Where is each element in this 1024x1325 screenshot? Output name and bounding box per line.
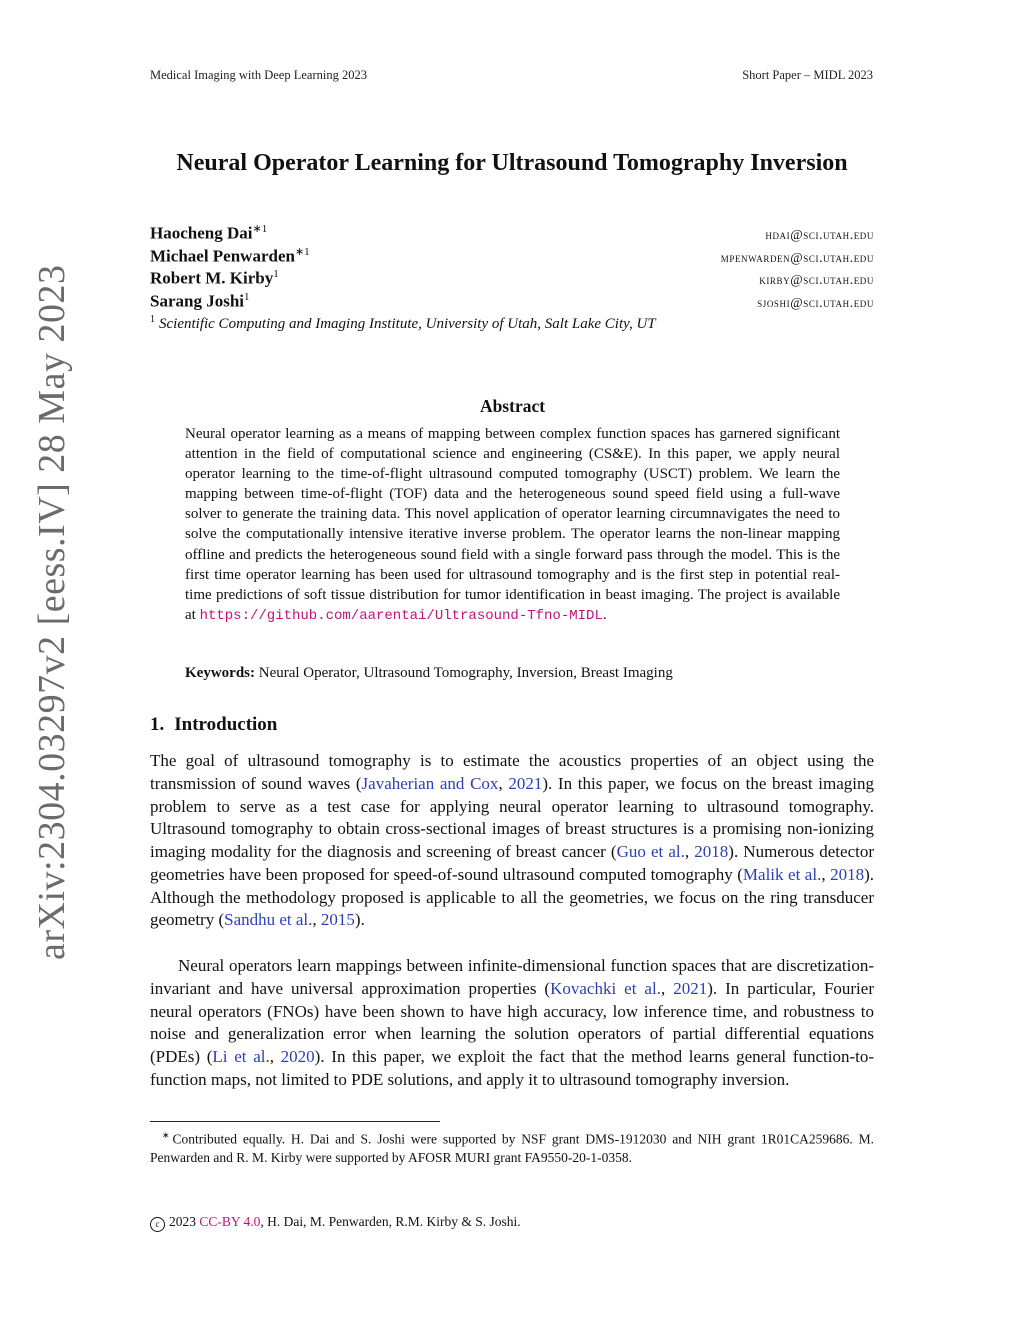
citation-link[interactable]: Malik et al. [742, 864, 822, 884]
author-email[interactable]: hdai@sci.utah.edu [765, 226, 874, 242]
author-name: Robert M. Kirby$^1$ [150, 268, 279, 288]
author-name: Michael Penwarden$^{∗1}$ [150, 246, 310, 266]
citation-year-link[interactable]: 2018 [830, 864, 865, 884]
author-row [150, 222, 874, 245]
citation-year-link[interactable]: 2021 [508, 773, 543, 793]
citation-year-link[interactable]: 2015 [320, 910, 355, 930]
author-row [150, 245, 874, 268]
license-link[interactable]: CC-BY 4.0 [199, 1214, 261, 1229]
keywords: Keywords: Neural Operator, Ultrasound Tomography, Inversion, Breast Imaging [185, 665, 673, 681]
citation-year-link[interactable]: 2018 [694, 842, 729, 861]
github-link[interactable]: https://github.com/aarentai/Ultrasound-Tfno-MIDL [199, 607, 603, 624]
author-email[interactable]: mpenwarden@sci.utah.edu [720, 249, 874, 265]
author-row [150, 268, 874, 291]
citation-link[interactable]: Javaherian and Cox [361, 773, 499, 793]
intro-paragraph-2: Neural operators learn mappings between infinite-dimensional function spaces that are discretization-invariant and have universal approximation properties (Kovachki et al., 2021). In particular, Fourier neural operators (FNOs) have been shown to have high accuracy, low inference time, and robustness to noise and generalization error when learning the solution operators of partial differential equations (PDEs) (Li et al., 2020). In this paper, we exploit the fact that the method learns general function-to-function maps, not limited to PDE solutions, and apply it to ultrasound tomography inversion. [150, 956, 875, 1089]
citation-link[interactable]: Guo et al. [616, 842, 685, 861]
running-header-left: Medical Imaging with Deep Learning 2023 [150, 68, 367, 82]
citation-link[interactable]: Li et al. [212, 1047, 270, 1066]
section-heading: 1. Introduction [150, 714, 278, 735]
citation-year-link[interactable]: 2021 [673, 978, 708, 998]
author-name: Sarang Joshi$^1$ [150, 291, 250, 311]
author-row [150, 291, 874, 314]
running-header-right: Short Paper – MIDL 2023 [742, 68, 873, 82]
affiliation: $^1$ Scientific Computing and Imaging Institute, University of Utah, Salt Lake City, UT [150, 314, 656, 332]
author-block [150, 222, 874, 333]
footnote-rule [150, 1121, 440, 1122]
author-name: Haocheng Dai$^{∗1}$ [150, 223, 268, 243]
abstract-body: Neural operator learning as a means of mapping between complex function spaces has garnered significant attention in the field of computational science and engineering (CS&E). In this paper, we apply neural operator learning to the time-of-flight ultrasound computed tomography (USCT) problem. We learn the mapping between time-of-flight (TOF) data and the heterogeneous sound speed field using a full-wave solver to generate the training data. This novel application of operator learning circumnavigates the need to solve the computationally intensive iterative inverse problem. The operator learns the non-linear mapping offline and predicts the heterogeneous sound field with a single forward pass through the model. This is the first time operator learning has been used for ultrasound tomography and is the first step in potential real-time predictions of soft tissue distribution for tumor identification in beast imaging. The project is available at https://github.com/aarentai/Ultrasound-Tfno-MIDL. [185, 426, 840, 624]
paper-title: Neural Operator Learning for Ultrasound Tomography Inversion [176, 150, 848, 176]
citation-link[interactable]: Sandhu et al. [224, 910, 313, 930]
abstract-heading: Abstract [479, 396, 546, 416]
author-email[interactable]: kirby@sci.utah.edu [759, 271, 874, 287]
arxiv-stamp: arXiv:2304.03297v2 [eess.IV] 28 May 2023 [31, 264, 73, 960]
footnote: ∗ Contributed equally. H. Dai and S. Joshi were supported by NSF grant DMS-1912030 and NIH grant 1R01CA259686. M. Penwarden and R. M. Kirby were supported by AFOSR MURI grant FA9550-20-1-0358. [150, 1130, 874, 1165]
copyright-line: c 2023 CC-BY 4.0, H. Dai, M. Penwarden, R.M. Kirby & S. Joshi. [150, 1214, 521, 1232]
intro-paragraph-1: The goal of ultrasound tomography is to estimate the acoustics properties of an object using the transmission of sound waves (Javaherian and Cox, 2021). In this paper, we focus on the breast imaging problem to serve as a test case for applying neural operator learning to ultrasound tomography. Ultrasound tomography to obtain cross-sectional images of breast structures is a promising non-ionizing imaging modality for the diagnosis and screening of breast cancer (Guo et al., 2018). Numerous detector geometries have been proposed for speed-of-sound ultrasound computed tomography (Malik et al., 2018). Although the methodology proposed is applicable to all the geometries, we focus on the ring transducer geometry (Sandhu et al., 2015). [150, 751, 875, 930]
author-email[interactable]: sjoshi@sci.utah.edu [757, 294, 874, 310]
copyright-icon: c [150, 1217, 165, 1232]
citation-link[interactable]: Kovachki et al. [550, 978, 661, 998]
citation-year-link[interactable]: 2020 [280, 1047, 315, 1066]
